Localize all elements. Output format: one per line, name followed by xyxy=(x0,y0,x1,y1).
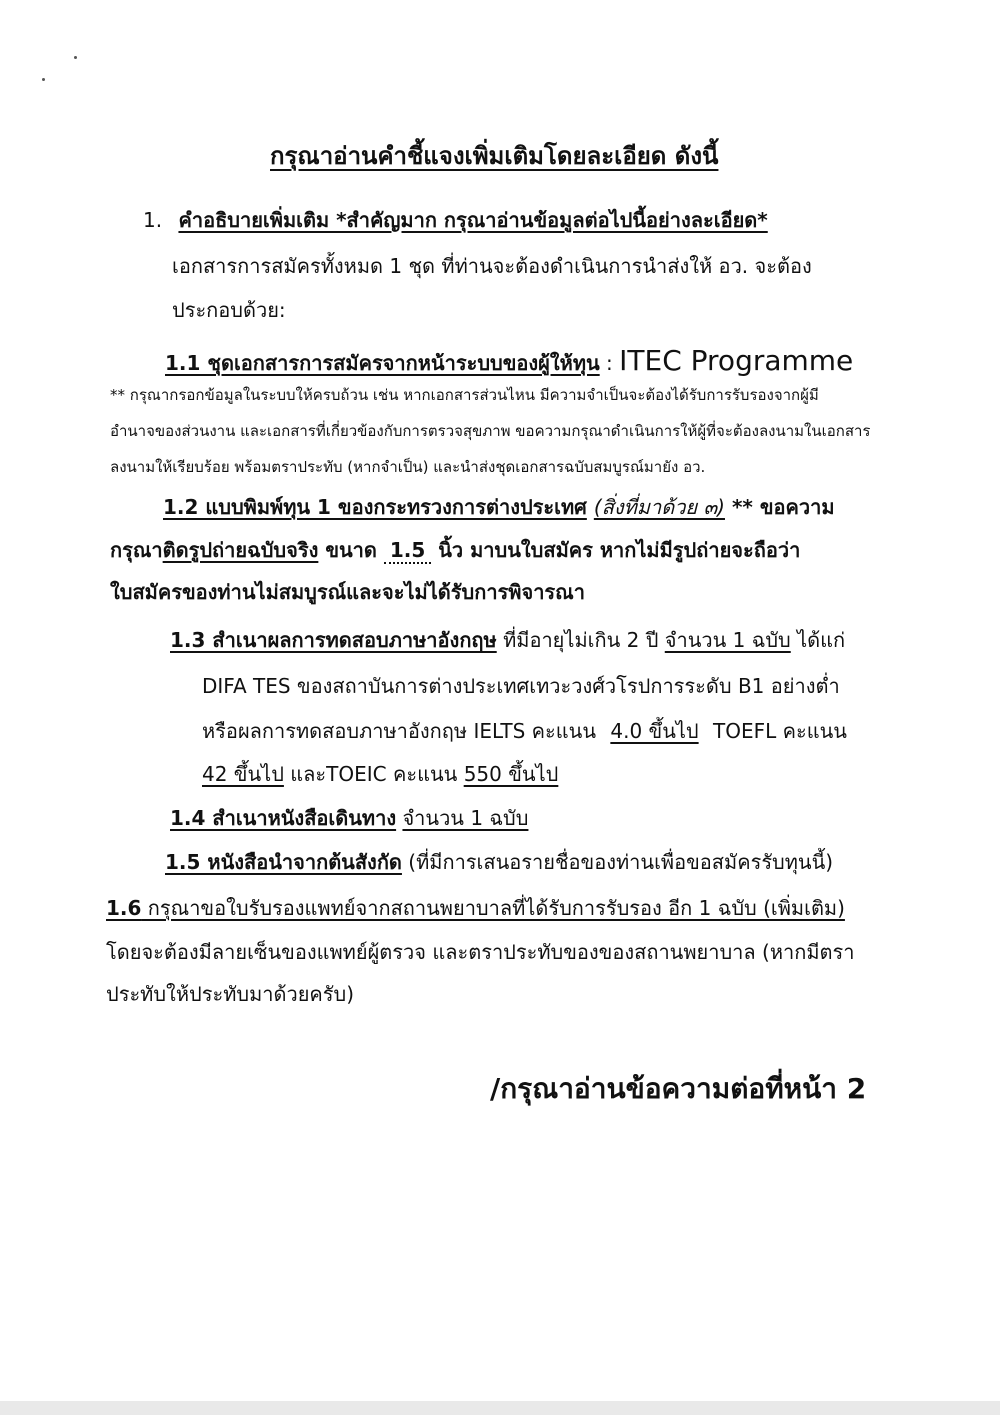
item-1-3-text: และTOEIC คะแนน xyxy=(283,762,464,786)
item-1-2-text: นิ้ว มาบนใบสมัคร หากไม่มีรูปถ่ายจะถือว่า xyxy=(431,538,801,562)
item-1-3-text: ได้แก่ xyxy=(790,628,846,652)
item-1-2 xyxy=(163,495,835,519)
item-1-2-tail: ** ขอความ xyxy=(724,495,835,519)
section-1-text: เอกสารการสมัครทั้งหมด 1 ชุด ที่ท่านจะต้องดำเนินการนำส่งให้ อว. จะต้อง xyxy=(172,254,812,278)
toeic-score: 550 ขึ้นไป xyxy=(463,762,559,786)
item-1-6-line-2: โดยจะต้องมีลายเซ็นของแพทย์ผู้ตรวจ และตราประทับของของสถานพยาบาล (หากมีตรา xyxy=(106,940,855,964)
item-1-2-attachment: (สิ่งที่มาด้วย ๓) xyxy=(593,495,725,519)
section-1-heading xyxy=(143,208,768,232)
scan-speck xyxy=(42,78,45,81)
item-1-1-program: ITEC Programme xyxy=(619,344,854,377)
item-1-2-text: กรุณา xyxy=(110,538,163,562)
item-1-2-text: ขนาด xyxy=(318,538,384,562)
item-1-1-label: 1.1 ชุดเอกสารการสมัครจากหน้าระบบของผู้ให้ทุน xyxy=(165,351,600,375)
item-1-3-label: 1.3 สำเนาผลการทดสอบภาษาอังกฤษ xyxy=(170,628,497,652)
item-1-5-tail: (ที่มีการเสนอรายชื่อของท่านเพื่อขอสมัครรับทุนนี้) xyxy=(401,850,834,874)
item-1-2-line-2 xyxy=(110,538,800,562)
item-1-3 xyxy=(170,628,845,652)
item-1-6-text: กรุณาขอใบรับรองแพทย์จากสถานพยาบาลที่ได้รับการรับรอง อีก 1 ฉบับ (เพิ่มเติม) xyxy=(141,896,845,920)
item-1-1-note: ** กรุณากรอกข้อมูลในระบบให้ครบถ้วน เช่น หากเอกสารส่วนไหน มีความจำเป็นจะต้องได้รับการรับรองจากผู้มี xyxy=(110,386,819,404)
item-1-1-note: ลงนามให้เรียบร้อย พร้อมตราประทับ (หากจำเป็น) และนำส่งชุดเอกสารฉบับสมบูรณ์มายัง อว. xyxy=(110,458,706,476)
item-1-6-line-3: ประทับให้ประทับมาด้วยครับ) xyxy=(106,982,355,1006)
item-1-3-text: หรือผลการทดสอบภาษาอังกฤษ IELTS คะแนน xyxy=(202,719,603,743)
item-1-4-label: 1.4 สำเนาหนังสือเดินทาง xyxy=(170,806,397,830)
item-1-6-label: 1.6 xyxy=(106,896,142,920)
item-1-2-line-3: ใบสมัครของท่านไม่สมบูรณ์และจะไม่ได้รับการพิจารณา xyxy=(110,580,585,604)
item-1-2-photo-requirement: ติดรูปถ่ายฉบับจริง xyxy=(162,538,319,562)
scan-bottom-edge xyxy=(0,1401,1000,1415)
page-title: กรุณาอ่านคำชี้แจงเพิ่มเติมโดยละเอียด ดังนี้ xyxy=(270,142,719,170)
item-1-3-line-3 xyxy=(202,719,847,743)
toefl-score: 42 ขึ้นไป xyxy=(202,762,284,786)
item-1-3-line-4 xyxy=(202,762,558,786)
item-1-3-text: TOEFL คะแนน xyxy=(706,719,847,743)
item-1-1 xyxy=(165,344,853,378)
section-1-text: ประกอบด้วย: xyxy=(172,298,286,322)
item-1-6 xyxy=(106,896,845,920)
item-1-1-separator: : xyxy=(599,351,620,375)
item-1-3-copies: จำนวน 1 ฉบับ xyxy=(664,628,791,652)
item-1-4 xyxy=(170,806,528,830)
item-1-3-line-2: DIFA TES ของสถาบันการต่างประเทศเทวะวงศ์วโรปการระดับ B1 อย่างต่ำ xyxy=(202,674,840,698)
item-1-1-note: อำนาจของส่วนงาน และเอกสารที่เกี่ยวข้องกับการตรวจสุขภาพ ขอความกรุณาดำเนินการให้ผู้ที่จะต้องลงนามในเอกสาร xyxy=(110,422,871,440)
ielts-score: 4.0 ขึ้นไป xyxy=(610,719,699,743)
item-1-5-label: 1.5 หนังสือนำจากต้นสังกัด xyxy=(165,850,402,874)
item-1-4-copies: จำนวน 1 ฉบับ xyxy=(402,806,529,830)
scan-speck xyxy=(74,56,77,59)
item-1-3-text: ที่มีอายุไม่เกิน 2 ปี xyxy=(496,628,665,652)
item-1-2-label: 1.2 แบบพิมพ์ทุน 1 ของกระทรวงการต่างประเทศ xyxy=(163,495,587,519)
item-1-2-photo-size: 1.5 xyxy=(384,538,431,564)
continue-note: /กรุณาอ่านข้อความต่อที่หน้า 2 xyxy=(490,1072,867,1105)
section-number: 1. xyxy=(143,208,163,232)
item-1-5 xyxy=(165,850,833,874)
section-heading-text: คำอธิบายเพิ่มเติม *สำคัญมาก กรุณาอ่านข้อมูลต่อไปนี้อย่างละเอียด* xyxy=(178,208,768,232)
